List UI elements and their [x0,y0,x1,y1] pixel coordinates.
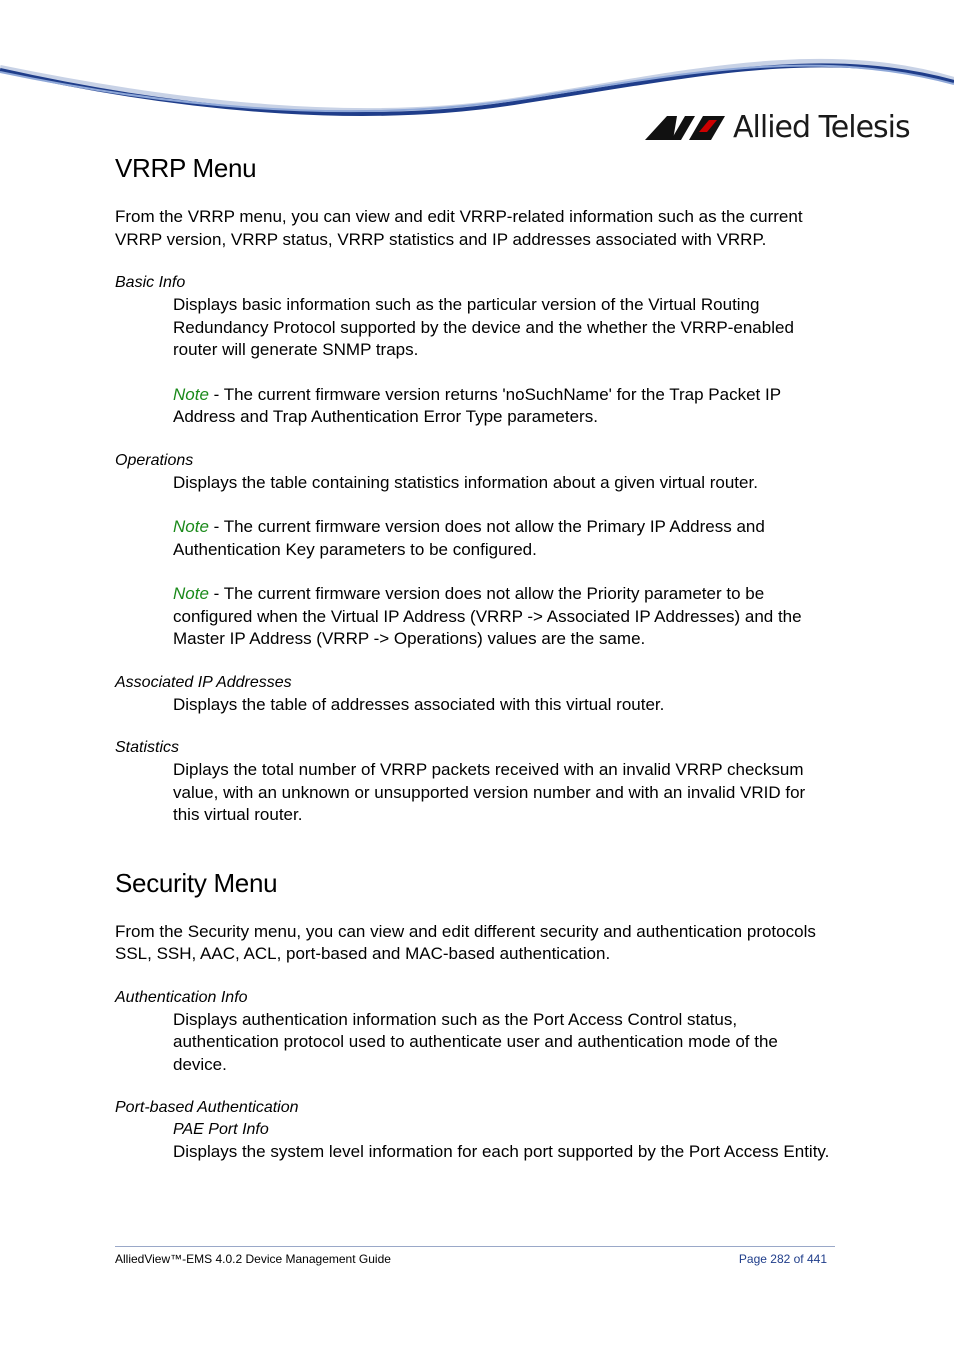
vrrp-menu-heading: VRRP Menu [115,153,257,183]
basic-info-term: Basic Info [115,274,186,291]
basic-info-note [173,384,835,429]
associated-desc: Displays the table of addresses associated with this virtual router. [173,694,665,714]
footer-guide-title: AlliedView™-EMS 4.0.2 Device Management Guide [115,1252,391,1266]
pae-port-info-term: PAE Port Info [173,1121,269,1138]
auth-info-desc: Displays authentication information such as the Port Access Control status, authentication protocol used to authenticate user and authentication mode of the device. [173,1009,778,1074]
vrrp-intro: From the VRRP menu, you can view and edit VRRP-related information such as the current VRRP version, VRRP status, VRRP statistics and IP addresses associated with VRRP. [115,207,803,249]
footer-page-number: Page 282 of 441 [738,1252,827,1266]
operations-term: Operations [115,451,194,469]
associated-term: Associated IP Addresses [115,673,292,691]
statistics-desc: Diplays the total number of VRRP packets received with an invalid VRRP checksum value, with an unknown or unsupported version number and with an invalid VRID for this virtual router. [173,760,806,824]
operations-note-1 [173,516,835,561]
note-text: - The current firmware version does not allow the Primary IP Address and Authentication Key parameters to be configured. [173,517,765,559]
operations-note-2 [173,583,835,651]
auth-info-term: Authentication Info [115,988,248,1006]
security-menu-heading: Security Menu [115,867,278,898]
note-text: - The current firmware version returns 'noSuchName' for the Trap Packet IP Address and Trap Authentication Error Type parameters. [173,384,781,426]
logo-text: Allied Telesis [733,110,910,145]
note-text: - The current firmware version does not allow the Priority parameter to be configured when the Virtual IP Address (VRRP -> Associated IP Addresses) and the Master IP Address (VRRP -> Operations) values are the same. [173,584,802,648]
allied-telesis-logo [645,110,910,146]
operations-desc: Displays the table containing statistics information about a given virtual router. [173,472,758,492]
port-based-term: Port-based Authentication [115,1099,299,1116]
note-label: Note [173,384,209,404]
security-intro: From the Security menu, you can view and edit different security and authentication protocols SSL, SSH, AAC, ACL, port-based and MAC-based authentication. [115,921,816,963]
statistics-term: Statistics [115,739,180,756]
note-label: Note [173,517,209,536]
note-label: Note [173,584,209,603]
pae-port-info-desc: Displays the system level information for each port supported by the Port Access Entity. [173,1142,830,1161]
basic-info-desc: Displays basic information such as the particular version of the Virtual Routing Redundancy Protocol supported by the device and the whether the VRRP-enabled router will generate SNMP traps. [173,295,794,359]
page-content [115,150,835,1164]
logo-mark-icon [645,110,727,146]
footer-divider [115,1246,835,1247]
